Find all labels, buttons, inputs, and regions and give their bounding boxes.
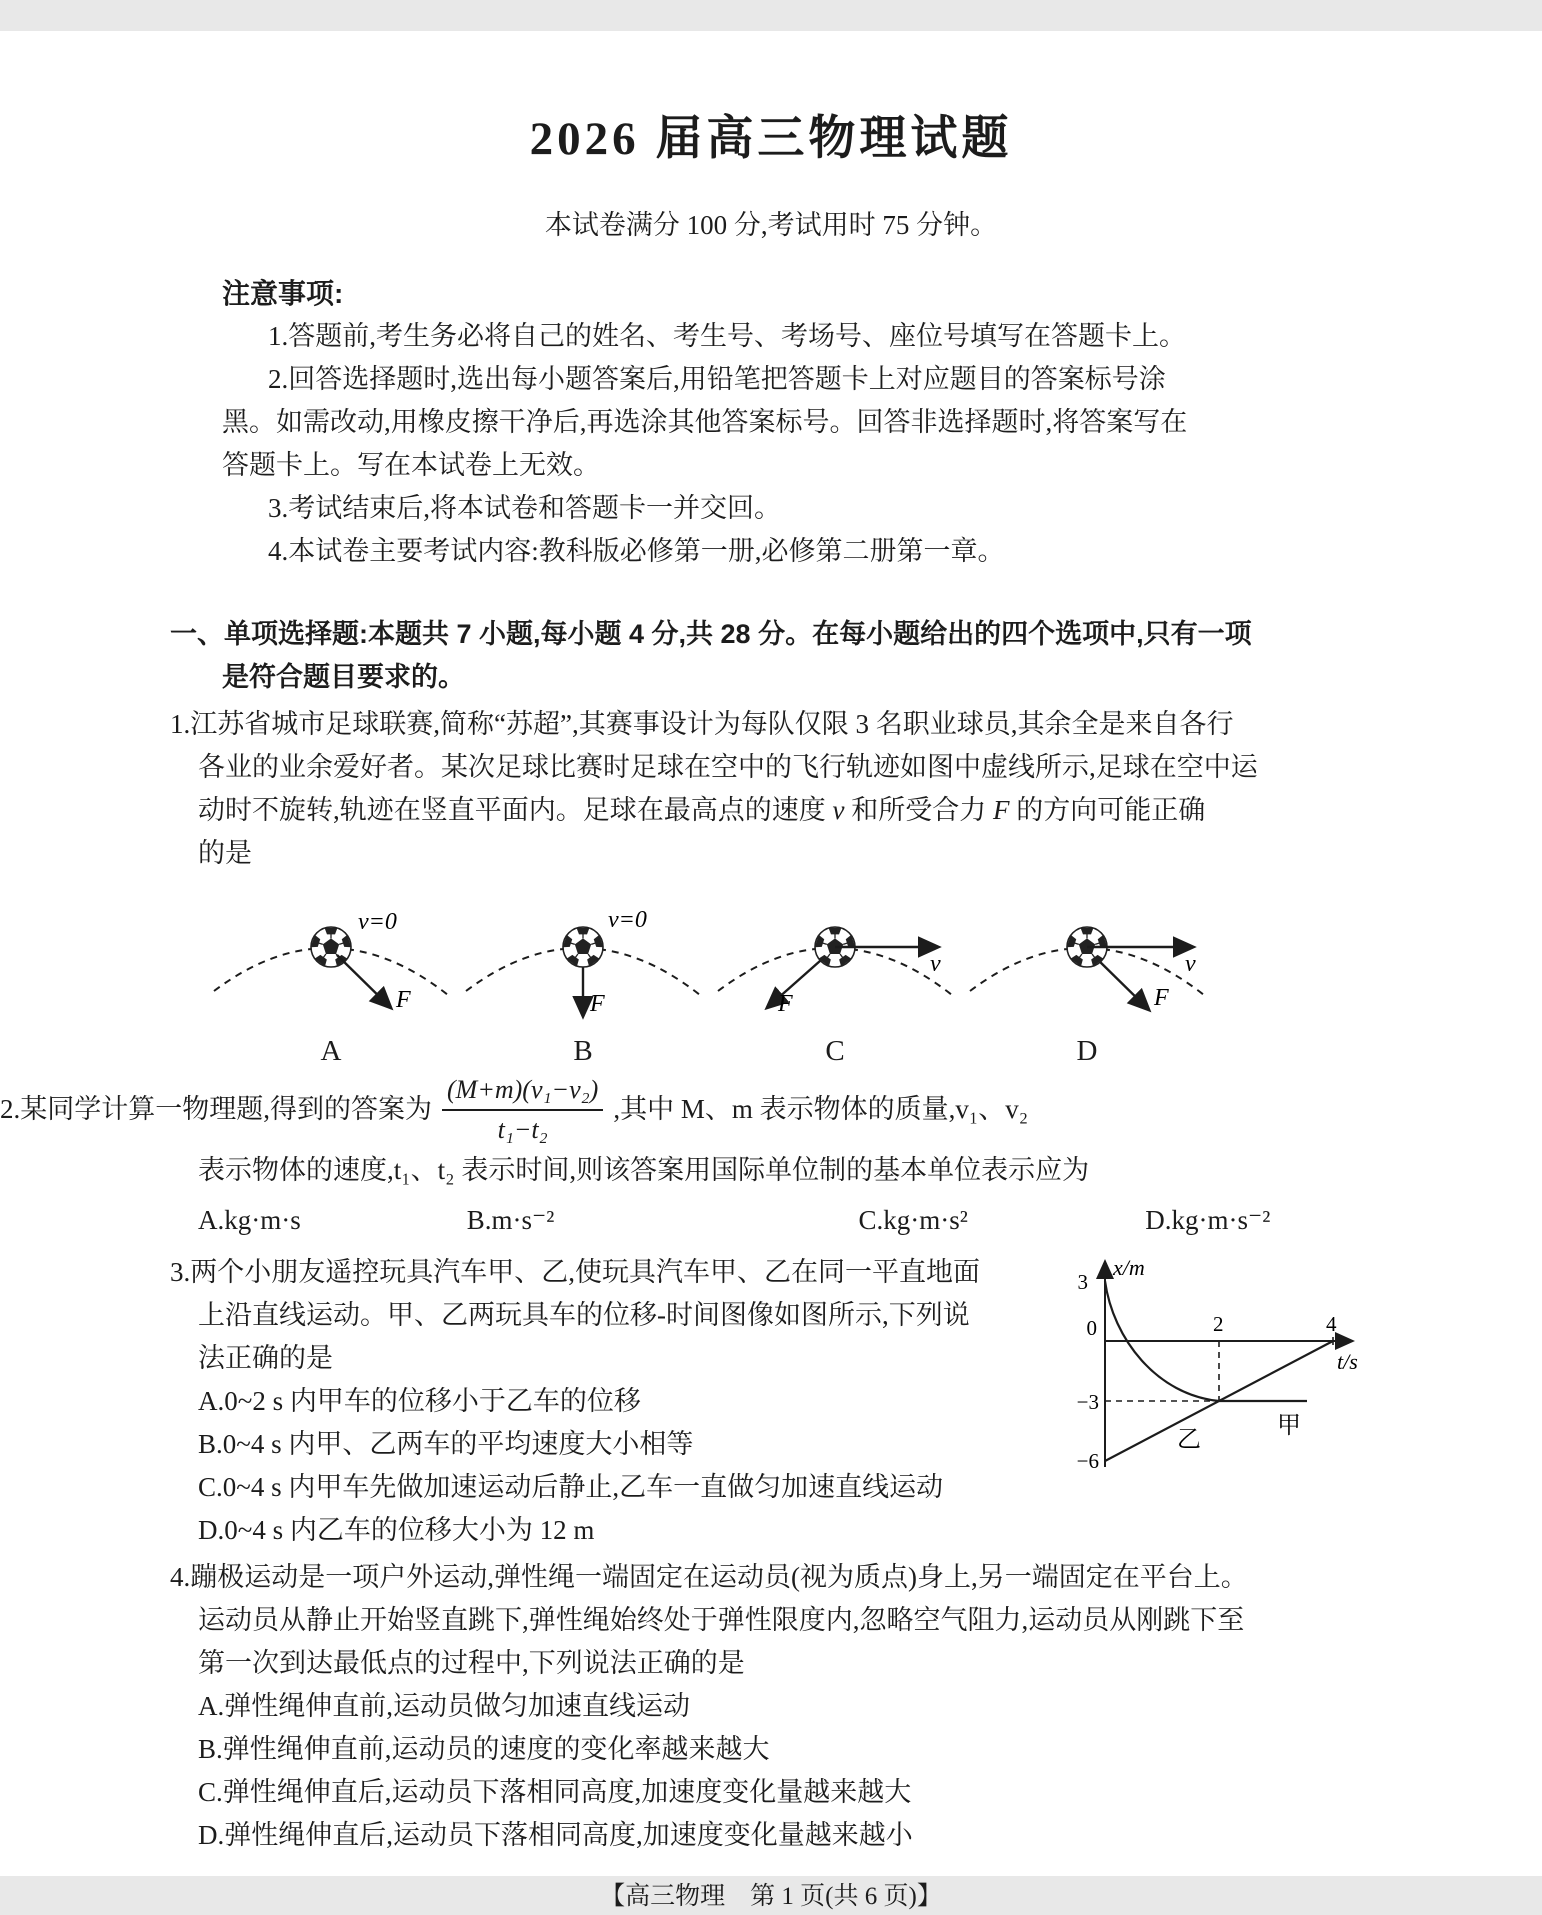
soccer-ball-icon	[311, 927, 352, 967]
tick-label-minus6: −6	[1076, 1448, 1099, 1473]
question-2	[0, 1074, 1542, 1242]
panel-letter-b: B	[573, 1035, 593, 1068]
exam-page	[0, 31, 1542, 1910]
panel-letter-a: A	[320, 1035, 342, 1068]
q2-option-b: B.m·s⁻²	[466, 1204, 555, 1235]
notice-line-3: 3.考试结束后,将本试卷和答题卡一并交回。	[268, 493, 781, 524]
q3-line-2: 上沿直线运动。甲、乙两玩具车的位移-时间图像如图所示,下列说	[198, 1299, 970, 1330]
force-label: F	[778, 991, 793, 1018]
q4-line-2: 运动员从静止开始竖直跳下,弹性绳始终处于弹性限度内,忽略空气阻力,运动员从刚跳下至	[198, 1604, 1245, 1635]
q4-line-3: 第一次到达最低点的过程中,下列说法正确的是	[198, 1647, 745, 1678]
y-axis-label: x/m	[1113, 1254, 1145, 1280]
section-1-header	[0, 613, 1542, 699]
question-3	[0, 1251, 1542, 1552]
fraction-denominator: t₁−t₂	[497, 1114, 548, 1144]
line-yi-label: 乙	[1177, 1426, 1201, 1453]
q1-force-symbol: F	[992, 795, 1010, 826]
q3-option-c: C.0~4 s 内甲车先做加速运动后静止,乙车一直做匀加速直线运动	[198, 1471, 944, 1502]
q2-option-a: A.kg·m·s	[198, 1204, 301, 1235]
q3-option-a: A.0~2 s 内甲车的位移小于乙车的位移	[198, 1385, 641, 1416]
velocity-label: v	[930, 951, 941, 978]
notice-line-2-cont: 黑。如需改动,用橡皮擦干净后,再选涂其他答案标号。回答非选择题时,将答案写在	[222, 407, 1188, 438]
tick-label-minus3: −3	[1076, 1389, 1099, 1414]
q2-options	[198, 1197, 1542, 1243]
q2-line-2: 表示物体的速度,t₁、t₂ 表示时间,则该答案用国际单位制的基本单位表示应为	[198, 1154, 1090, 1185]
question-4	[0, 1556, 1542, 1857]
q4-option-b: B.弹性绳伸直前,运动员的速度的变化率越来越大	[198, 1733, 770, 1764]
q4-option-c: C.弹性绳伸直后,运动员下落相同高度,加速度变化量越来越大	[198, 1776, 912, 1807]
q3-option-d: D.0~4 s 内乙车的位移大小为 12 m	[198, 1514, 595, 1545]
force-arrow	[337, 955, 390, 1007]
trajectory-diagram-a	[206, 885, 456, 1031]
fraction-numerator: (M+m)(v₁−v₂)	[442, 1074, 603, 1110]
q1-line-3-text-b: 和所受合力	[844, 795, 993, 826]
trajectory-diagram-b	[458, 885, 708, 1031]
q3-line-3: 法正确的是	[198, 1342, 333, 1373]
displacement-time-graph	[1055, 1249, 1375, 1477]
q2-intro-suffix: ,其中 M、m 表示物体的质量,v₁、v₂	[613, 1094, 1029, 1125]
q1-line-2: 各业的业余爱好者。某次足球比赛时足球在空中的飞行轨迹如图中虚线所示,足球在空中运	[198, 752, 1258, 783]
question-1	[0, 703, 1542, 1068]
soccer-ball-icon	[563, 927, 604, 967]
q2-option-c: C.kg·m·s²	[858, 1204, 968, 1235]
force-label: F	[396, 987, 411, 1014]
q2-line-1	[0, 1074, 1542, 1144]
q1-panel-d	[961, 885, 1213, 1068]
page-footer: 【高三物理 第 1 页(共 6 页)】	[600, 1882, 942, 1910]
notice-line-2: 2.回答选择题时,选出每小题答案后,用铅笔把答题卡上对应题目的答案标号涂	[268, 364, 1166, 395]
panel-letter-c: C	[825, 1035, 845, 1068]
velocity-zero-label: v=0	[358, 909, 397, 936]
q1-line-3-text-c: 的方向可能正确	[1009, 795, 1206, 826]
tick-label-3: 3	[1077, 1269, 1088, 1294]
x-axis-label: t/s	[1337, 1348, 1358, 1374]
trajectory-diagram-d	[962, 885, 1212, 1031]
q1-panel-a	[205, 885, 457, 1068]
q1-velocity-symbol: v	[832, 795, 845, 826]
force-label: F	[590, 991, 605, 1018]
exam-subtitle: 本试卷满分 100 分,考试用时 75 分钟。	[544, 210, 998, 241]
panel-letter-d: D	[1076, 1035, 1098, 1068]
tick-label-2: 2	[1213, 1311, 1224, 1336]
force-label: F	[1154, 985, 1169, 1012]
q1-line-3	[198, 789, 1542, 832]
notice-line-1: 1.答题前,考生务必将自己的姓名、考生号、考场号、座位号填写在答题卡上。	[268, 321, 1186, 352]
q3-line-1: 3.两个小朋友遥控玩具汽车甲、乙,使玩具汽车甲、乙在同一平直地面	[170, 1256, 980, 1287]
q2-option-d: D.kg·m·s⁻²	[1145, 1204, 1271, 1235]
curve-jia-label: 甲	[1277, 1412, 1301, 1439]
tick-label-4: 4	[1326, 1311, 1337, 1336]
q2-intro-prefix: 2.某同学计算一物理题,得到的答案为	[0, 1094, 432, 1125]
q1-line-4: 的是	[198, 838, 252, 869]
q1-panel-b	[457, 885, 709, 1068]
notice-line-4: 4.本试卷主要考试内容:教科版必修第一册,必修第二册第一章。	[268, 536, 1005, 567]
fraction	[442, 1074, 603, 1144]
page-title: 2026 届高三物理试题	[529, 113, 1013, 166]
q4-line-1: 4.蹦极运动是一项户外运动,弹性绳一端固定在运动员(视为质点)身上,另一端固定在平台上。	[170, 1561, 1248, 1592]
section-1-line-2: 是符合题目要求的。	[222, 662, 465, 693]
notice-line-2-cont2: 答题卡上。写在本试卷上无效。	[222, 450, 600, 481]
q3-option-b: B.0~4 s 内甲、乙两车的平均速度大小相等	[198, 1428, 694, 1459]
notice-heading: 注意事项:	[222, 278, 344, 310]
q1-panel-c	[709, 885, 961, 1068]
q4-option-a: A.弹性绳伸直前,运动员做匀加速直线运动	[198, 1690, 690, 1721]
velocity-label: v	[1185, 951, 1196, 978]
velocity-zero-label: v=0	[608, 907, 647, 934]
q1-diagram-row	[205, 885, 1215, 1068]
q4-option-d: D.弹性绳伸直后,运动员下落相同高度,加速度变化量越来越小	[198, 1819, 913, 1850]
tick-label-0: 0	[1086, 1315, 1097, 1340]
trajectory-diagram-c	[710, 885, 960, 1031]
q1-line-3-text-a: 动时不旋转,轨迹在竖直平面内。足球在最高点的速度	[198, 795, 833, 826]
section-1-line-1: 一、单项选择题:本题共 7 小题,每小题 4 分,共 28 分。在每小题给出的四个选项中,只有一项	[170, 619, 1252, 650]
force-arrow	[1093, 955, 1148, 1009]
q1-line-1: 1.江苏省城市足球联赛,简称“苏超”,其赛事设计为每队仅限 3 名职业球员,其余全是来自各行	[170, 709, 1234, 740]
